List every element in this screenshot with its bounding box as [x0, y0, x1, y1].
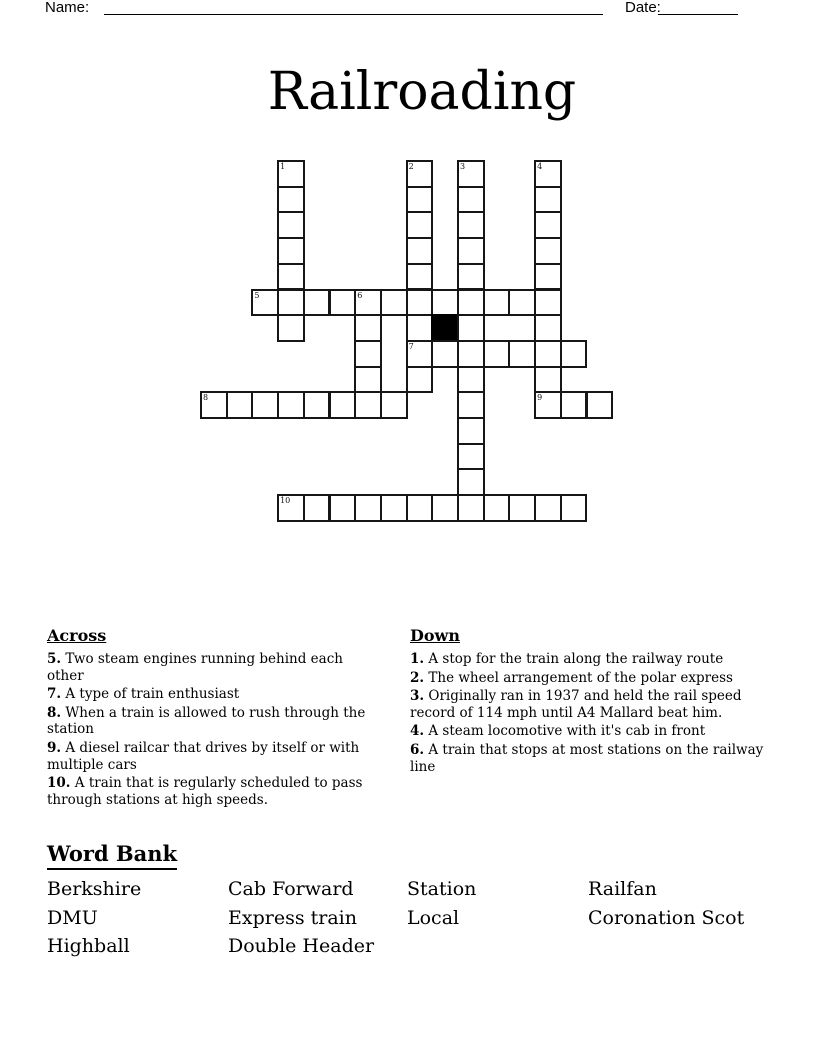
word-bank-item: Station: [407, 878, 477, 900]
answer-cell[interactable]: [226, 391, 254, 419]
down-clues-section: [410, 626, 766, 777]
answer-cell[interactable]: [534, 263, 562, 291]
answer-cell[interactable]: [431, 494, 459, 522]
answer-cell[interactable]: [251, 391, 279, 419]
answer-cell[interactable]: [406, 186, 434, 214]
clue-number: 2.: [410, 669, 425, 686]
answer-cell[interactable]: [508, 494, 536, 522]
name-label: Name:: [45, 0, 90, 16]
word-bank-section: [47, 841, 787, 961]
word-bank-item: Berkshire: [47, 878, 142, 900]
date-blank-line[interactable]: [658, 0, 738, 15]
answer-cell[interactable]: [457, 366, 485, 394]
word-bank-item: Coronation Scot: [588, 906, 745, 929]
clue-text: A type of train enthusiast: [61, 686, 240, 703]
word-bank-item: Express train: [228, 906, 357, 929]
across-clue-item: [47, 651, 377, 684]
answer-cell[interactable]: [200, 391, 228, 419]
answer-cell[interactable]: [277, 237, 305, 265]
answer-cell[interactable]: [354, 366, 382, 394]
answer-cell[interactable]: [431, 289, 459, 317]
cell-number: 9: [537, 393, 543, 403]
clue-number: 8.: [47, 704, 62, 721]
answer-cell[interactable]: [508, 340, 536, 368]
answer-cell[interactable]: [457, 211, 485, 239]
black-cell: [431, 314, 459, 342]
crossword-grid: [201, 161, 615, 523]
answer-cell[interactable]: [303, 494, 331, 522]
clue-text: A stop for the train along the railway route: [424, 651, 724, 667]
across-clue-item: [47, 705, 377, 738]
answer-cell[interactable]: [560, 391, 588, 419]
down-clue-item: [410, 670, 766, 687]
answer-cell[interactable]: [534, 494, 562, 522]
cell-number: 5: [254, 290, 260, 300]
cell-number: 2: [408, 162, 414, 171]
answer-cell[interactable]: [406, 289, 434, 317]
answer-cell[interactable]: [380, 391, 408, 419]
down-clue-item: [410, 651, 766, 668]
name-blank-line[interactable]: [104, 0, 603, 15]
cell-number: 8: [203, 393, 209, 403]
answer-cell[interactable]: [534, 366, 562, 394]
answer-cell[interactable]: [483, 289, 511, 317]
down-clue-list: [410, 651, 766, 775]
answer-cell[interactable]: [457, 263, 485, 291]
across-heading: Across: [47, 626, 107, 645]
page-title: Railroading: [267, 61, 577, 122]
answer-cell[interactable]: [406, 366, 434, 394]
answer-cell[interactable]: [277, 391, 305, 419]
answer-cell[interactable]: [406, 314, 434, 342]
across-clue-item: [47, 686, 377, 703]
answer-cell[interactable]: [406, 160, 434, 188]
answer-cell[interactable]: [457, 289, 485, 317]
answer-cell[interactable]: [534, 186, 562, 214]
cell-number: 4: [537, 162, 543, 171]
date-label: Date:: [625, 0, 661, 16]
clue-number: 9.: [47, 739, 62, 756]
answer-cell[interactable]: [329, 289, 357, 317]
clue-text: Originally ran in 1937 and held the rail speed record of 114 mph until A4 Mallard beat him.: [410, 688, 742, 721]
clue-text: When a train is allowed to rush through the station: [47, 704, 366, 738]
cell-number: 6: [357, 290, 363, 300]
across-clues-section: [47, 626, 377, 810]
answer-cell[interactable]: [354, 340, 382, 368]
word-bank-item: Highball: [47, 935, 130, 957]
answer-cell[interactable]: [277, 160, 305, 188]
answer-cell[interactable]: [380, 289, 408, 317]
clue-number: 10.: [47, 775, 71, 792]
answer-cell[interactable]: [457, 314, 485, 342]
answer-cell[interactable]: [277, 263, 305, 291]
answer-cell[interactable]: [457, 443, 485, 471]
across-clue-item: [47, 775, 377, 808]
answer-cell[interactable]: [251, 289, 279, 317]
clue-text: A train that is regularly scheduled to pass through stations at high speeds.: [47, 775, 363, 808]
clue-number: 7.: [47, 686, 62, 703]
clue-text: A steam locomotive with it's cab in front: [424, 723, 706, 740]
answer-cell[interactable]: [457, 494, 485, 522]
answer-cell[interactable]: [457, 391, 485, 419]
cell-number: 10: [280, 496, 291, 506]
clue-number: 3.: [410, 688, 425, 705]
answer-cell[interactable]: [406, 263, 434, 291]
answer-cell[interactable]: [406, 237, 434, 265]
answer-cell[interactable]: [483, 494, 511, 522]
clue-number: 4.: [410, 723, 425, 740]
answer-cell[interactable]: [457, 340, 485, 368]
cell-number: 3: [460, 162, 466, 171]
answer-cell[interactable]: [354, 494, 382, 522]
answer-cell[interactable]: [406, 211, 434, 239]
down-clue-item: [410, 688, 766, 721]
answer-cell[interactable]: [277, 494, 305, 522]
answer-cell[interactable]: [406, 340, 434, 368]
word-bank-item: Cab Forward: [228, 878, 354, 900]
clue-number: 5.: [47, 651, 62, 667]
word-bank-item: Double Header: [228, 935, 375, 957]
down-clue-item: [410, 723, 766, 740]
clue-text: A diesel railcar that drives by itself or with multiple cars: [47, 739, 360, 773]
down-heading: Down: [410, 626, 460, 645]
answer-cell[interactable]: [586, 391, 614, 419]
answer-cell[interactable]: [534, 160, 562, 188]
answer-cell[interactable]: [560, 494, 588, 522]
clue-text: A train that stops at most stations on the railway line: [410, 741, 764, 775]
word-bank-item: Local: [407, 906, 460, 929]
answer-cell[interactable]: [431, 340, 459, 368]
answer-cell[interactable]: [380, 494, 408, 522]
answer-cell[interactable]: [534, 237, 562, 265]
answer-cell[interactable]: [534, 211, 562, 239]
clue-number: 1.: [410, 651, 425, 667]
cell-number: 7: [408, 341, 414, 351]
clue-text: The wheel arrangement of the polar express: [424, 669, 733, 686]
across-clue-item: [47, 740, 377, 773]
answer-cell[interactable]: [277, 314, 305, 342]
word-bank-item: Railfan: [588, 878, 657, 900]
word-bank-item: DMU: [47, 906, 98, 929]
clue-text: Two steam engines running behind each other: [47, 651, 343, 684]
answer-cell[interactable]: [354, 289, 382, 317]
answer-cell[interactable]: [534, 289, 562, 317]
answer-cell[interactable]: [457, 468, 485, 496]
answer-cell[interactable]: [457, 186, 485, 214]
answer-cell[interactable]: [406, 494, 434, 522]
clue-number: 6.: [410, 741, 425, 758]
word-bank-heading: Word Bank: [47, 841, 177, 870]
answer-cell[interactable]: [457, 237, 485, 265]
answer-cell[interactable]: [534, 391, 562, 419]
answer-cell[interactable]: [457, 417, 485, 445]
answer-cell[interactable]: [329, 494, 357, 522]
answer-cell[interactable]: [354, 391, 382, 419]
answer-cell[interactable]: [303, 289, 331, 317]
answer-cell[interactable]: [457, 160, 485, 188]
answer-cell[interactable]: [329, 391, 357, 419]
across-clue-list: [47, 651, 377, 808]
answer-cell[interactable]: [534, 314, 562, 342]
answer-cell[interactable]: [483, 340, 511, 368]
answer-cell[interactable]: [303, 391, 331, 419]
answer-cell[interactable]: [277, 211, 305, 239]
answer-cell[interactable]: [508, 289, 536, 317]
answer-cell[interactable]: [277, 186, 305, 214]
down-clue-item: [410, 742, 766, 775]
answer-cell[interactable]: [277, 289, 305, 317]
answer-cell[interactable]: [534, 340, 562, 368]
word-bank-list: [47, 875, 787, 961]
cell-number: 1: [280, 162, 286, 171]
answer-cell[interactable]: [354, 314, 382, 342]
answer-cell[interactable]: [560, 340, 588, 368]
